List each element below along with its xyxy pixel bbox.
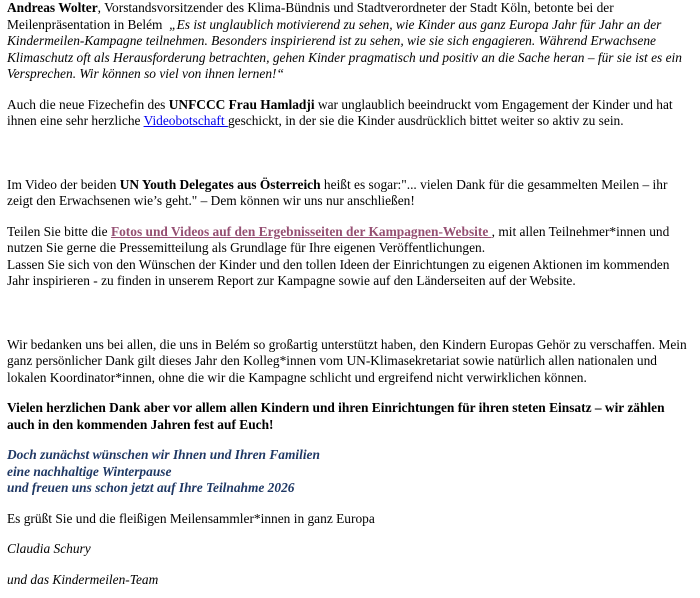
wolter-quote: „Es ist unglaublich motivierend zu sehen, wie Kinder aus ganz Europa Jahr für Jahr an der Kindermeilen-Kampagne teilnehmen. Besonders inspirierend ist zu sehen, wie sie sich engagieren. Während Erwachsene Klimaschutz oft als Herausforderung betrachten, gehen Kinder pragmatisch und positiv an die Sache heran – für sie ist es ein Versprechen. Wir können so viel von ihnen lernen!“ xyxy=(7,16,682,81)
closing-line-3: und freuen uns schon jetzt auf Ihre Teilnahme 2026 xyxy=(7,480,295,495)
share-text-3: Lassen Sie sich von den Wünschen der Kinder und den tollen Ideen der Einrichtungen zu eigenen Aktionen im kommenden Jahr inspirieren - zu finden in unserem Report zur Kampagne sowie auf den Länderseiten auf der Website. xyxy=(7,256,670,288)
bold-thanks-text: Vielen herzlichen Dank aber vor allem allen Kindern und ihren Einrichtungen für ihren steten Einsatz – wir zählen auch in den kommenden Jahren fest auf Euch! xyxy=(7,400,665,432)
share-text-2: , mit allen Teilnehmer*innen und nutzen Sie gerne die Pressemitteilung als Grundlage für Ihre eigenen Veröffentlichungen. xyxy=(7,223,670,255)
youth-text-1: Im Video der beiden xyxy=(7,176,120,192)
closing-line-2: eine nachhaltige Winterpause xyxy=(7,463,172,479)
paragraph-unfccc xyxy=(7,97,692,130)
paragraph-bold-thanks xyxy=(7,400,692,433)
share-text-1: Teilen Sie bitte die xyxy=(7,223,111,239)
unfccc-text-3: geschickt, in der sie die Kinder ausdrücklich bittet weiter so aktiv zu sein. xyxy=(227,113,624,128)
unfccc-text-1: Auch die neue Fizechefin des xyxy=(7,96,169,112)
signature-name xyxy=(7,541,692,558)
paragraph-youth-delegates xyxy=(7,177,692,210)
paragraph-share xyxy=(7,224,692,290)
team-signature-text: und das Kindermeilen-Team xyxy=(7,571,159,587)
wolter-intro-text: , Vorstandsvorsitzender des Klima-Bündnis und Stadtverordneter der Stadt Köln, betonte bei der Meilenpräsentation in Belém xyxy=(7,0,614,32)
signature-claudia-schury: Claudia Schury xyxy=(7,541,91,556)
team-signature xyxy=(7,572,692,589)
paragraph-thanks: Wir bedanken uns bei allen, die uns in Belém so großartig unterstützt haben, den Kindern Europas Gehör zu verschaffen. Mein ganz persönlicher Dank gilt dieses Jahr den Kolleg*innen vom UN-Klimasekretariat sowie natürlich allen nationalen und lokalen Koordinator*innen, ohne die wir die Kampagne schlicht und ergreifend nicht verwirklichen können. xyxy=(7,336,687,385)
youth-text-2: heißt es sogar:"... vielen Dank für die gesammelten Meilen – ihr zeigt den Erwachsenen wie’s geht." – Dem können wir uns nur anschließen! xyxy=(7,176,668,208)
greeting-line: Es grüßt Sie und die fleißigen Meilensammler*innen in ganz Europa xyxy=(7,510,375,526)
youth-delegates-name: UN Youth Delegates aus Österreich xyxy=(119,176,321,192)
closing-line-1: Doch zunächst wünschen wir Ihnen und Ihren Familien xyxy=(7,447,320,462)
videobotschaft-link[interactable]: Videobotschaft xyxy=(143,113,228,128)
closing-wishes xyxy=(7,447,692,497)
results-page-link[interactable]: Fotos und Videos auf den Ergebnisseiten der Kampagnen-Website xyxy=(110,223,492,239)
unfccc-text-2: war unglaublich beeindruckt vom Engagement der Kinder und hat ihnen eine sehr herzliche xyxy=(7,96,673,128)
name-andreas-wolter: Andreas Wolter xyxy=(7,0,98,15)
paragraph-wolter-quote xyxy=(7,0,692,83)
unfccc-name: UNFCCC Frau Hamladji xyxy=(168,96,315,112)
